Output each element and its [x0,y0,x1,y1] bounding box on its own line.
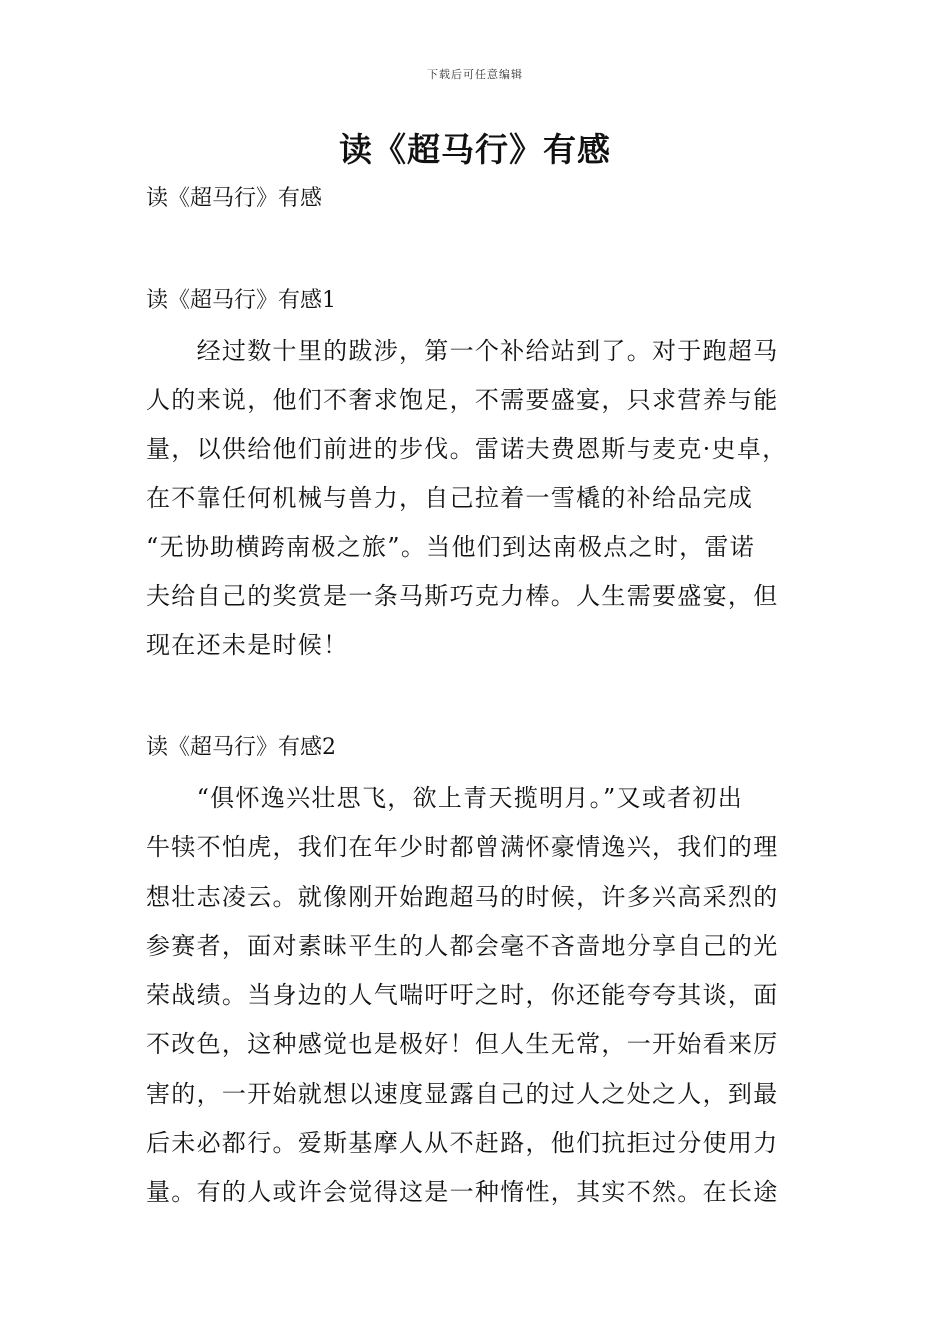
section-1-paragraph [146,327,810,670]
section-1-heading: 读《超马行》有感1 [146,288,336,313]
document-title: 读《超马行》有感 [339,130,611,169]
document-subtitle: 读《超马行》有感 [146,186,323,211]
paragraph-line: 害的，一开始就想以速度显露自己的过人之处之人，到最 [146,1079,779,1108]
paragraph-line: 想壮志凌云。就像刚开始跑超马的时候，许多兴高采烈的 [146,882,779,911]
paragraph-line: 人的来说，他们不奢求饱足，不需要盛宴，只求营养与能 [146,386,779,414]
section-2-paragraph [146,774,810,1218]
paragraph-line: 参赛者，面对素昧平生的人都会毫不吝啬地分享自己的光 [146,931,779,960]
paragraph-line: 量。有的人或许会觉得这是一种惰性，其实不然。在长途 [146,1178,779,1207]
paragraph-line: “无协助横跨南极之旅”。当他们到达南极点之时，雷诺 [146,533,756,561]
paragraph-line: 现在还未是时候！ [146,631,349,659]
paragraph-line: 牛犊不怕虎，我们在年少时都曾满怀豪情逸兴，我们的理 [146,833,779,862]
paragraph-line: 不改色，这种感觉也是极好！但人生无常，一开始看来厉 [146,1030,779,1059]
paragraph-line: 荣战绩。当身边的人气喘吁吁之时，你还能夸夸其谈，面 [146,981,779,1010]
paragraph-line: 量，以供给他们前进的步伐。雷诺夫费恩斯与麦克·史卓， [146,435,788,463]
header-note: 下载后可任意编辑 [427,68,523,81]
paragraph-line: 在不靠任何机械与兽力，自己拉着一雪橇的补给品完成 [146,484,754,512]
paragraph-line: 经过数十里的跋涉，第一个补给站到了。对于跑超马 [146,337,779,365]
paragraph-line: “俱怀逸兴壮思飞，欲上青天揽明月。”又或者初出 [146,784,744,812]
section-2-heading: 读《超马行》有感2 [146,735,336,760]
paragraph-line: 后未必都行。爱斯基摩人从不赶路，他们抗拒过分使用力 [146,1129,779,1158]
paragraph-line: 夫给自己的奖赏是一条马斯巧克力棒。人生需要盛宴，但 [146,582,779,610]
